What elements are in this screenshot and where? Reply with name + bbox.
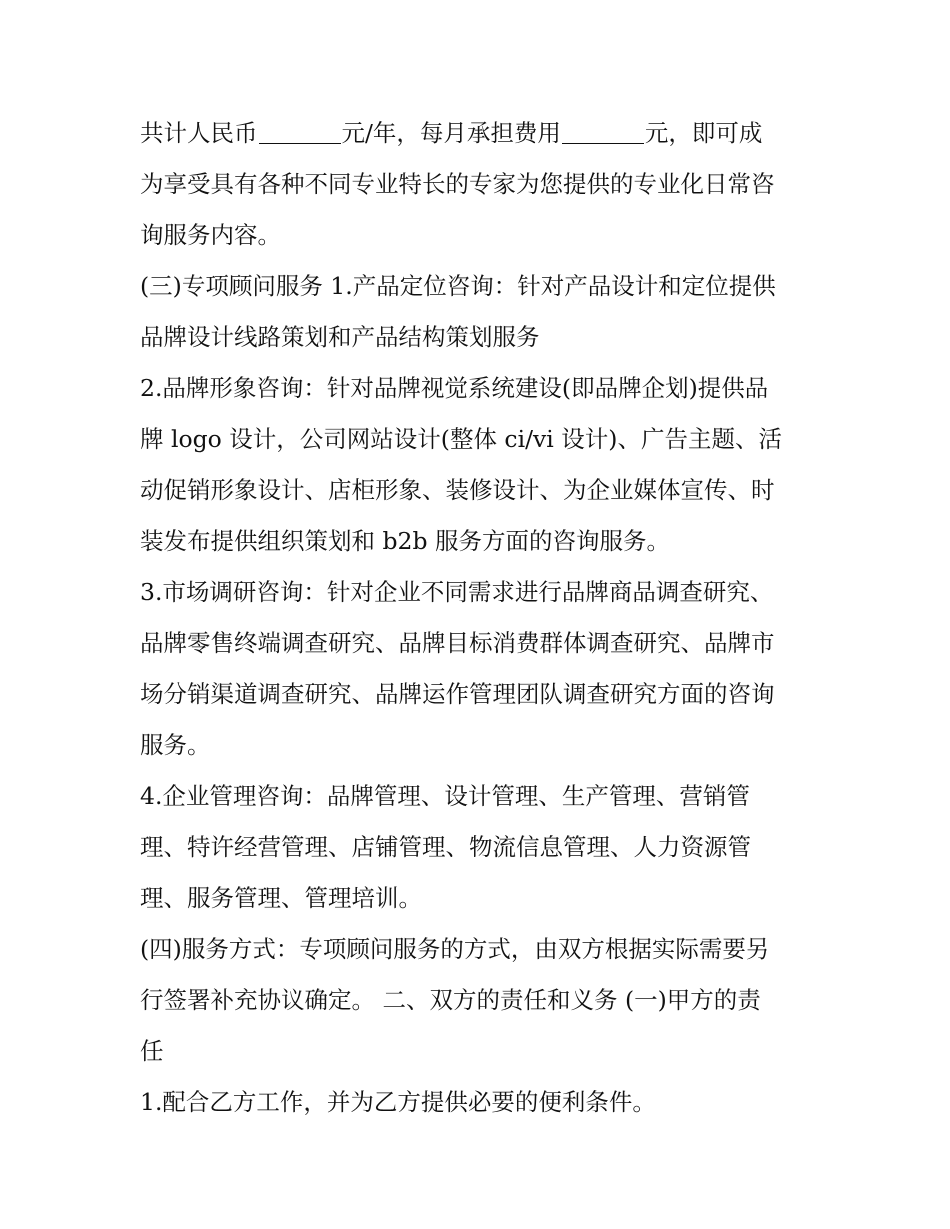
text-line: 动促销形象设计、店柜形象、装修设计、为企业媒体宣传、时	[140, 476, 775, 504]
text-line: 场分销渠道调查研究、品牌运作管理团队调查研究方面的咨询	[140, 680, 775, 708]
text-line: 4.企业管理咨询：品牌管理、设计管理、生产管理、营销管	[140, 782, 750, 810]
paragraph-fee-clause	[140, 108, 812, 261]
text-line: 牌 logo 设计，公司网站设计(整体 ci/vi 设计)、广告主题、活	[140, 425, 782, 453]
text-line: 装发布提供组织策划和 b2b 服务方面的咨询服务。	[140, 527, 670, 555]
text-segment: 元/年，每月承担费用	[341, 119, 561, 147]
paragraph-party-a-duty-1	[140, 1077, 812, 1128]
text-line: 行签署补充协议确定。 二、双方的责任和义务 (一)甲方的责	[140, 986, 761, 1014]
blank-amount-monthly	[562, 121, 644, 144]
text-line: 询服务内容。	[140, 221, 281, 249]
text-line: 品牌零售终端调查研究、品牌目标消费群体调查研究、品牌市	[140, 629, 775, 657]
text-line	[140, 108, 812, 159]
paragraph-service-method	[140, 924, 812, 1077]
paragraph-brand-image-consulting	[140, 363, 812, 567]
text-line: 任	[140, 1037, 164, 1065]
text-segment: 共计人民币	[140, 119, 258, 147]
text-line: 理、特许经营管理、店铺管理、物流信息管理、人力资源管	[140, 833, 751, 861]
text-line: 服务。	[140, 731, 211, 759]
text-line: 为享受具有各种不同专业特长的专家为您提供的专业化日常咨	[140, 170, 775, 198]
text-line: 理、服务管理、管理培训。	[140, 884, 422, 912]
text-line: (四)服务方式：专项顾问服务的方式，由双方根据实际需要另	[140, 935, 770, 963]
text-line: 品牌设计线路策划和产品结构策划服务	[140, 323, 540, 351]
paragraph-special-consulting	[140, 261, 812, 363]
text-line: 3.市场调研咨询：针对企业不同需求进行品牌商品调查研究、	[140, 578, 774, 606]
contract-body	[140, 108, 812, 1128]
text-line: 2.品牌形象咨询：针对品牌视觉系统建设(即品牌企划)提供品	[140, 374, 769, 402]
paragraph-management-consulting	[140, 771, 812, 924]
text-segment: 元，即可成	[644, 119, 763, 147]
text-line: (三)专项顾问服务 1.产品定位咨询：针对产品设计和定位提供	[140, 272, 776, 300]
paragraph-market-research-consulting	[140, 567, 812, 771]
text-line: 1.配合乙方工作，并为乙方提供必要的便利条件。	[140, 1088, 656, 1116]
blank-amount-yearly	[259, 121, 341, 144]
